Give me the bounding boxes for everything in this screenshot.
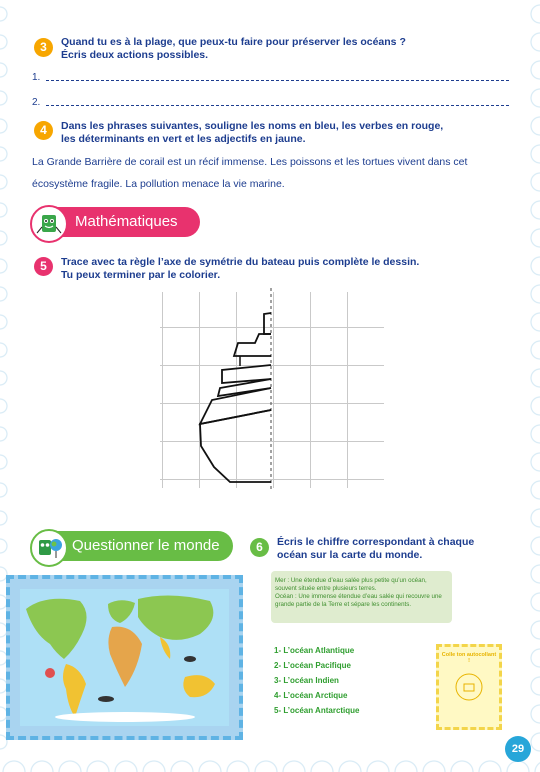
question-4-line1: Dans les phrases suivantes, souligne les noms en bleu, les verbes en rouge, <box>61 120 444 132</box>
page-number: 29 <box>505 736 531 762</box>
question-6-text <box>277 536 474 561</box>
question-5-number: 5 <box>34 257 53 276</box>
ocean-item: 1- L’océan Atlantique <box>274 646 355 655</box>
question-5-text <box>61 256 419 281</box>
scalloped-border-right <box>526 0 540 772</box>
question-5-line2: Tu peux terminer par le colorier. <box>61 268 221 281</box>
question-4-text <box>61 120 443 145</box>
half-boat-drawing <box>160 286 384 492</box>
question-3-number: 3 <box>34 38 53 57</box>
definition-ocean: Océan : Une immense étendue d’eau salée qui recouvre une grande partie de la Terre et sépare les continents. <box>275 593 442 608</box>
question-4-number: 4 <box>34 121 53 140</box>
ocean-item: 4- L’océan Arctique <box>274 691 348 700</box>
answer-1-label: 1. <box>32 72 41 83</box>
question-3-text <box>61 36 406 61</box>
question-6-line2: océan sur la carte du monde. <box>277 548 423 561</box>
ocean-item: 2- L’océan Pacifique <box>274 661 351 670</box>
question-5-line1: Trace avec ta règle l’axe de symétrie du bateau puis complète le dessin. <box>61 256 420 268</box>
ocean-item: 3- L’océan Indien <box>274 676 339 685</box>
definition-sea: Mer : Une étendue d’eau salée plus petite qu’un océan, souvent située entre plusieurs terres. <box>275 577 427 592</box>
sticker-placeholder[interactable] <box>436 644 502 730</box>
sticker-text: Colle ton autocollant ! <box>441 652 497 664</box>
monde-mascot-icon <box>30 529 68 567</box>
ocean-item: 5- L’océan Antarctique <box>274 706 360 715</box>
math-mascot-icon <box>30 205 68 243</box>
math-section-title: Mathématiques <box>75 213 178 230</box>
definition-box <box>271 571 452 623</box>
question-3-line2: Écris deux actions possibles. <box>61 48 209 61</box>
answer-2-label: 2. <box>32 97 41 108</box>
world-map <box>20 589 229 726</box>
answer-1-line[interactable] <box>46 80 509 81</box>
world-map-stamp[interactable] <box>6 575 243 740</box>
question-6-line1: Écris le chiffre correspondant à chaque <box>277 536 475 548</box>
question-4-paragraph[interactable]: La Grande Barrière de corail est un récif immense. Les poissons et les tortues vivent dans cet écosystème fragile. La pollution menace la vie marine. <box>32 156 468 190</box>
question-4-line2: les déterminants en vert et les adjectifs en jaune. <box>61 132 306 145</box>
scalloped-border-bottom <box>0 754 540 772</box>
answer-2-line[interactable] <box>46 105 509 106</box>
ocean-list <box>274 643 360 718</box>
question-6-number: 6 <box>250 538 269 557</box>
question-3-line1: Quand tu es à la plage, que peux-tu faire pour préserver les océans ? <box>61 36 406 48</box>
monde-section-title: Questionner le monde <box>72 537 220 554</box>
